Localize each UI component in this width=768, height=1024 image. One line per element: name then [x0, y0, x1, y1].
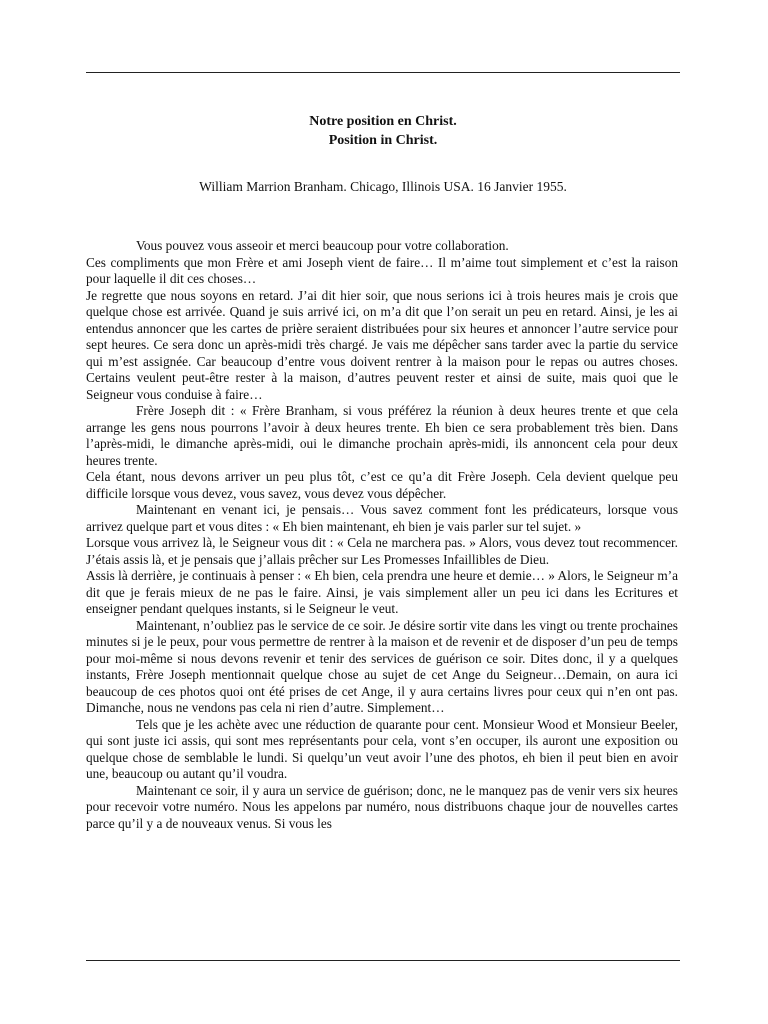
paragraph: Maintenant en venant ici, je pensais… Vous savez comment font les prédicateurs, lorsque vous arrivez quelque part et vous dites : « Eh bien maintenant, eh bien je vais parler sur tel sujet. » — [86, 502, 678, 534]
paragraph: Frère Joseph dit : « Frère Branham, si vous préférez la réunion à deux heures trente et que cela arrange les gens nous pourrons l’avoir à deux heures trente. Eh bien ce sera probablement très bien. Dans l’après-midi, le dimanche après-midi, oui le dimanche prochain après-midi, ils annoncent cela pour deux heures trente. — [86, 403, 678, 468]
paragraph: Je regrette que nous soyons en retard. J’ai dit hier soir, que nous serions ici à trois heures mais je crois que quelque chose est arrivée. Quand je suis arrivé ici, on m’a dit que l’on serait un peu en retard. Ainsi, je les ai entendus annoncer que les cartes de prière seraient distribuées pour six heures et annoncer l’autre service pour sept heures. Ce sera donc un après-midi très chargé. Je vais me dépêcher sans tarder avec la partie du service qui m’est assignée. Car beaucoup d’entre vous doivent rentrer à la maison pour le repas ou autres choses. Certains veulent peut-être rester à la maison, d’autres peuvent rester et ainsi de suite, mais quoi que le Seigneur vous conduise à faire… — [86, 287, 678, 402]
paragraph: Lorsque vous arrivez là, le Seigneur vous dit : « Cela ne marchera pas. » Alors, vous devez tout recommencer. J’étais assis là, et je pensais que j’allais prêcher sur Les Promesses Infaillibles de Dieu. — [86, 535, 678, 567]
document-title — [86, 112, 680, 150]
paragraph: Cela étant, nous devons arriver un peu plus tôt, c’est ce qu’a dit Frère Joseph. Cela devient quelque peu difficile lorsque vous devez, vous savez, vous devez vous dépêcher. — [86, 469, 678, 501]
title-english: Position in Christ. — [328, 133, 438, 148]
title-french: Notre position en Christ. — [309, 114, 457, 129]
paragraph: Tels que je les achète avec une réduction de quarante pour cent. Monsieur Wood et Monsieur Beeler, qui sont juste ici assis, qui sont mes représentants pour cela, vont s’en occuper, ils auront une exposition ou quelque chose de semblable le lundi. Si quelqu’un veut avoir l’une des photos, eh bien il peut bien en avoir une, beaucoup ou autant qu’il voudra. — [86, 716, 678, 781]
document-body — [86, 238, 678, 832]
top-rule — [86, 72, 680, 73]
paragraph: Ces compliments que mon Frère et ami Joseph vient de faire… Il m’aime tout simplement et c’est la raison pour laquelle il dit ces choses… — [86, 254, 678, 286]
paragraph: Vous pouvez vous asseoir et merci beaucoup pour votre collaboration. — [136, 238, 509, 253]
paragraph: Maintenant, n’oubliez pas le service de ce soir. Je désire sortir vite dans les vingt ou trente prochaines minutes si je le peux, pour vous permettre de rentrer à la maison et de revenir et de disposer d’un peu de temps pour moi-même si nous devons revenir et tenir des services de guérison ce soir. Dites donc, il y a quelques instants, Frère Joseph mentionnait quelque chose au sujet de cet Ange du Seigneur…Demain, on aura ici beaucoup de ces photos quoi ont été prises de cet Ange, il y aura certains livres pour ceux qui n’en ont pas. Dimanche, nous ne vendons pas cela ni rien d’autre. Simplement… — [86, 617, 678, 715]
bottom-rule — [86, 960, 680, 961]
paragraph: Maintenant ce soir, il y aura un service de guérison; donc, ne le manquez pas de venir vers six heures pour recevoir votre numéro. Nous les appelons par numéro, nous distribuons chaque jour de nouvelles cartes parce qu’il y a de nouveaux venus. Si vous les — [86, 782, 678, 831]
paragraph: Assis là derrière, je continuais à penser : « Eh bien, cela prendra une heure et demie… » Alors, le Seigneur m’a dit que je ferais mieux de ne pas le faire. Ainsi, je vais simplement aller un peu ici dans les Ecritures et enseigner pendant quelques instants, si le Seigneur le veut. — [86, 568, 678, 616]
document-subtitle: William Marrion Branham. Chicago, Illinois USA. 16 Janvier 1955. — [199, 179, 567, 194]
